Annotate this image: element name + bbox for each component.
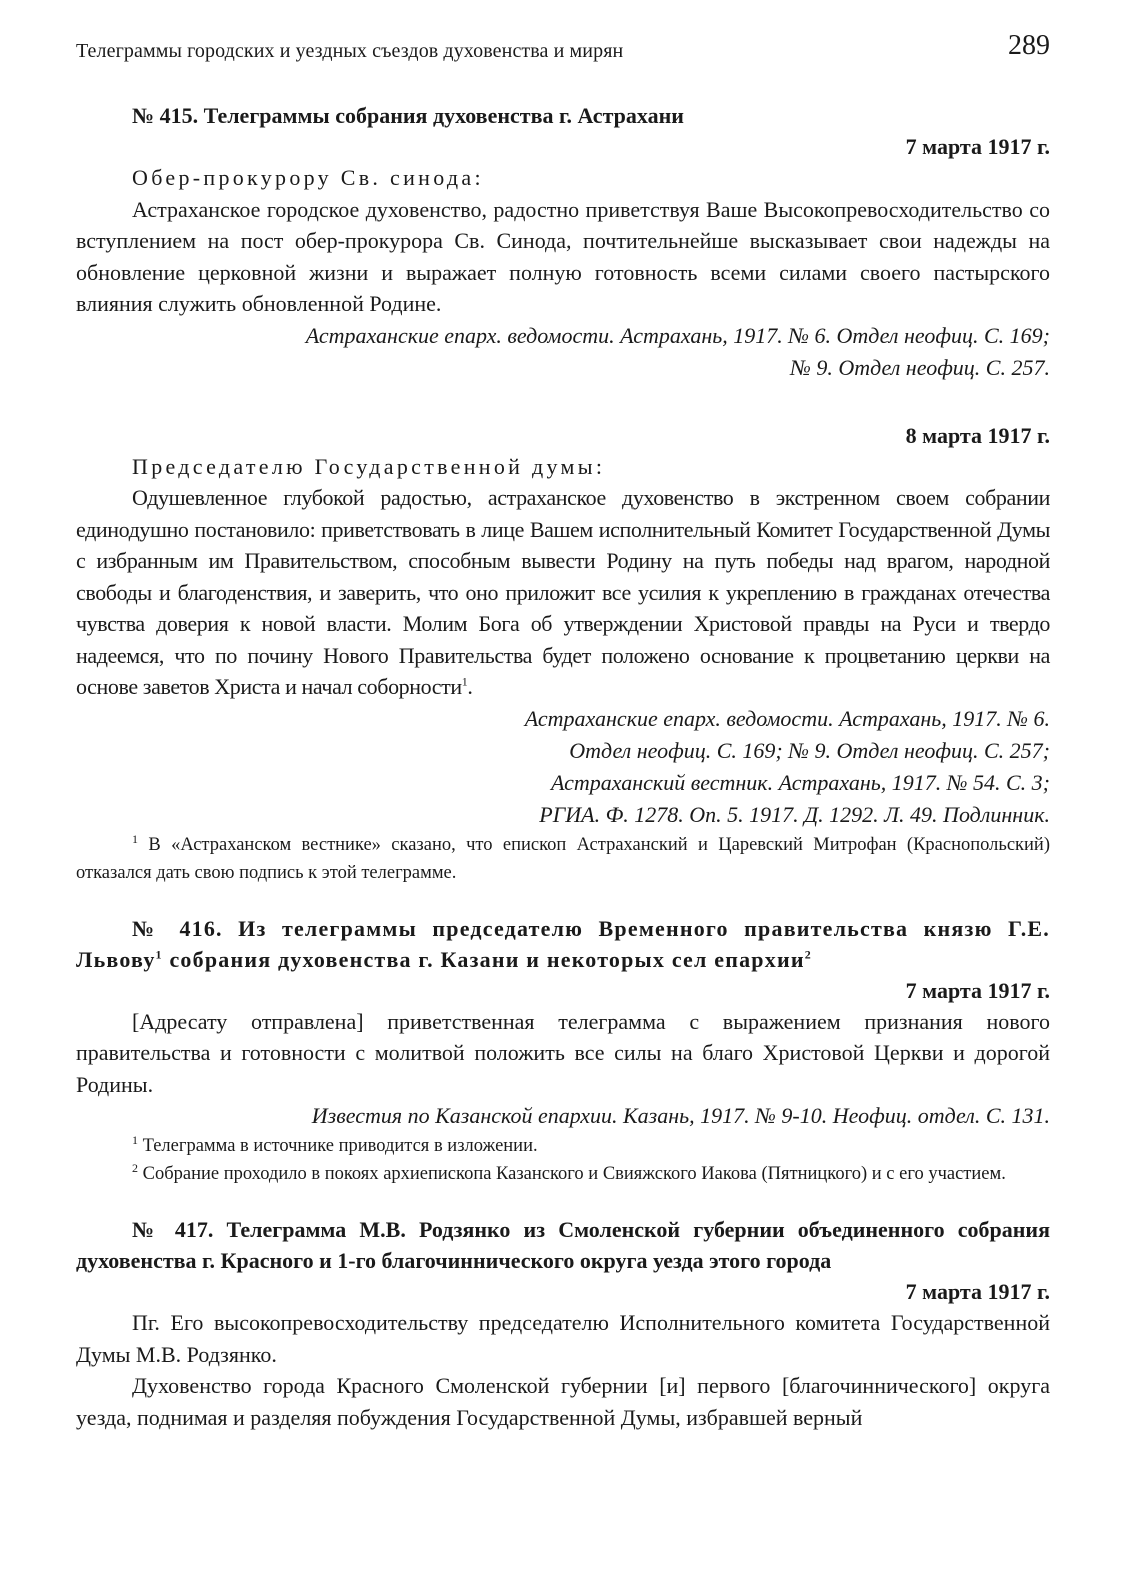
doc-416-date: 7 марта 1917 г. — [905, 977, 1050, 1003]
doc-415-addressee-2: Председателю Государственной думы: — [132, 453, 606, 479]
doc-417-text-2: Духовенство города Красного Смоленской губернии [и] первого [благочиннического] округа уезда, поднимая и разделяя побуждения Государственной Думы, избравшей верный — [76, 1373, 1050, 1430]
document-416 — [76, 913, 1050, 1189]
footnote-ref: 2 — [804, 947, 812, 962]
doc-415-title: № 415. Телеграммы собрания духовенства г. Астрахани — [132, 103, 684, 128]
source-line: Астраханский вестник. Астрахань, 1917. № 54. С. 3; — [551, 769, 1050, 795]
doc-417-title: № 417. Телеграмма М.В. Родзянко из Смоленской губернии объединенного собрания духовенства г. Красного и 1-го благочиннического округа уезда этого города — [76, 1217, 1050, 1273]
doc-416-title-part-2: собрания духовенства г. Казани и некоторых сел епархии — [162, 946, 805, 972]
source-line: Астраханские епарх. ведомости. Астрахань, 1917. № 6. Отдел неофиц. С. 169; — [305, 322, 1050, 348]
doc-416-footnote-1 — [76, 1132, 1050, 1160]
document-415 — [76, 100, 1050, 887]
footnote-text: Телеграмма в источнике приводится в изложении. — [138, 1136, 538, 1156]
source-line: № 9. Отдел неофиц. С. 257. — [790, 354, 1050, 380]
footnote-ref: 1 — [155, 947, 163, 962]
footnote-mark: 1 — [132, 1132, 138, 1147]
footnote-mark: 1 — [132, 831, 138, 846]
doc-415-text-2-body: Одушевленное глубокой радостью, астраханское духовенство в экстренном своем собрании единодушно постановило: приветствовать в лице Вашем исполнительный Комитет Государственной Думы с избранным им Правительством, способным вывести Родину на путь победы над врагом, народной свободы и благоденствия, и заверить, что оно приложит все усилия к укреплению в гражданах отечества чувства доверия к новой власти. Молим Бога об утверждении Христовой правды на Руси и твердо надеемся, что по почину Нового Правительства будет положено основание к процветанию церкви на основе заветов Христа и начал соборности — [76, 485, 1050, 699]
footnote-text: В «Астраханском вестнике» сказано, что епископ Астраханский и Царевский Митрофан (Краснопольский) отказался дать свою подпись к этой телеграмме. — [76, 834, 1050, 883]
doc-415-source-1 — [76, 320, 1050, 384]
doc-417-text-1: Пг. Его высокопревосходительству председателю Исполнительного комитета Государственной Думы М.В. Родзянко. — [76, 1310, 1050, 1367]
doc-416-source: Известия по Казанской епархии. Казань, 1917. № 9-10. Неофиц. отдел. С. 131. — [311, 1103, 1050, 1128]
source-line: Отдел неофиц. С. 169; № 9. Отдел неофиц. С. 257; — [569, 737, 1050, 763]
doc-416-footnote-2 — [76, 1160, 1050, 1188]
doc-415-text-1: Астраханское городское духовенство, радостно приветствуя Ваше Высокопревосходительство со вступлением на пост обер-прокурора Св. Синода, почтительнейше высказывает свои надежды на обновление церковной жизни и выражает полную готовность всеми силами своего пастырского влияния служить обновленной Родине. — [76, 196, 1050, 316]
doc-416-title — [76, 913, 1050, 975]
footnote-ref: 1 — [461, 674, 468, 689]
document-417 — [76, 1214, 1050, 1433]
doc-416-title-part-1: № 416. Из телеграммы председателю Временного правительства князю Г.Е. Львову — [76, 915, 1050, 972]
page-number: 289 — [1008, 30, 1050, 61]
running-header — [76, 30, 1050, 78]
doc-415-source-2 — [76, 703, 1050, 831]
doc-416-text: [Адресату отправлена] приветственная телеграмма с выражением признания нового правительства и готовности с молитвой положить все силы на благо Христовой Церкви и дорогой Родины. — [76, 1008, 1050, 1097]
footnote-mark: 2 — [132, 1160, 138, 1175]
doc-415-footnote-1 — [76, 831, 1050, 887]
running-title: Телеграммы городских и уездных съездов духовенства и мирян — [76, 40, 624, 62]
doc-415-addressee-1: Обер-прокурору Св. синода: — [132, 165, 484, 190]
doc-417-date: 7 марта 1917 г. — [905, 1279, 1050, 1304]
doc-415-text-2-end: . — [467, 674, 473, 699]
doc-415-date-1: 7 марта 1917 г. — [905, 134, 1050, 159]
doc-415-text-2 — [76, 482, 1050, 703]
source-line: РГИА. Ф. 1278. Оп. 5. 1917. Д. 1292. Л. 49. Подлинник. — [539, 801, 1050, 827]
footnote-text: Собрание проходило в покоях архиепископа Казанского и Свияжского Иакова (Пятницкого) и с его участием. — [138, 1164, 1006, 1184]
doc-415-date-2: 8 марта 1917 г. — [905, 422, 1050, 448]
source-line: Астраханские епарх. ведомости. Астрахань, 1917. № 6. — [524, 705, 1050, 731]
